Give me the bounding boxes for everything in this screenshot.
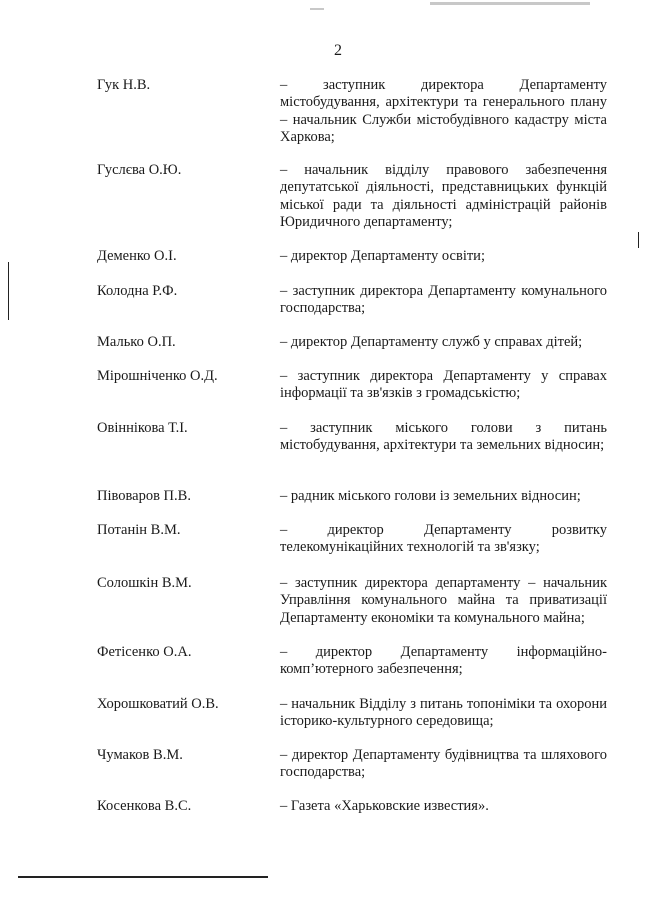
person-role: – заступник директора департаменту – начальник Управління комунального майна та приватизації Департаменту економіки та комунального майна; (280, 575, 607, 626)
person-role: – начальник Відділу з питань топоніміки та охорони історико-культурного середовища; (280, 696, 607, 730)
person-name: Гук Н.В. (97, 77, 151, 93)
person-role: – директор Департаменту служб у справах дітей; (280, 334, 583, 350)
person-name: Потанін В.М. (97, 522, 181, 538)
person-role: – Газета «Харьковские известия». (280, 798, 489, 814)
scan-mark-left (8, 262, 9, 320)
person-name: Півоваров П.В. (97, 488, 191, 504)
person-name: Овіннікова Т.І. (97, 420, 188, 436)
person-role: – начальник відділу правового забезпечення депутатської діяльності, представницьких функцій міської ради та діяльності адміністрацій районів Юридичного департаменту; (280, 162, 607, 231)
person-role: – директор Департаменту розвитку телекомунікаційних технологій та зв'язку; (280, 522, 607, 556)
person-role: – заступник міського голови з питань містобудування, архітектури та земельних відносин; (280, 420, 607, 454)
person-role: – заступник директора Департаменту комунального господарства; (280, 283, 607, 317)
scan-mark-right (638, 232, 639, 248)
person-role: – заступник директора Департаменту у справах інформації та зв'язків з громадськістю; (280, 368, 607, 402)
person-name: Деменко О.І. (97, 248, 177, 264)
person-name: Малько О.П. (97, 334, 176, 350)
person-role: – директор Департаменту освіти; (280, 248, 485, 264)
person-name: Гуслєва О.Ю. (97, 162, 182, 178)
person-name: Хорошковатий О.В. (97, 696, 219, 712)
person-role: – радник міського голови із земельних відносин; (280, 488, 581, 504)
person-name: Колодна Р.Ф. (97, 283, 178, 299)
person-role: – директор Департаменту будівництва та шляхового господарства; (280, 747, 607, 781)
scan-mark-bottom (18, 876, 268, 878)
page-number: 2 (334, 42, 342, 59)
person-role: – директор Департаменту інформаційно-комп’ютерного забезпечення; (280, 644, 607, 678)
person-role: – заступник директора Департаменту містобудування, архітектури та генерального плану – начальник Служби містобудівного кадастру міста Харкова; (280, 77, 607, 146)
person-name: Косенкова В.С. (97, 798, 192, 814)
person-name: Чумаков В.М. (97, 747, 183, 763)
person-name: Фетісенко О.А. (97, 644, 192, 660)
scan-mark-top-small (310, 8, 324, 10)
person-name: Мірошніченко О.Д. (97, 368, 218, 384)
scan-mark-top (430, 2, 590, 5)
person-name: Солошкін В.М. (97, 575, 192, 591)
